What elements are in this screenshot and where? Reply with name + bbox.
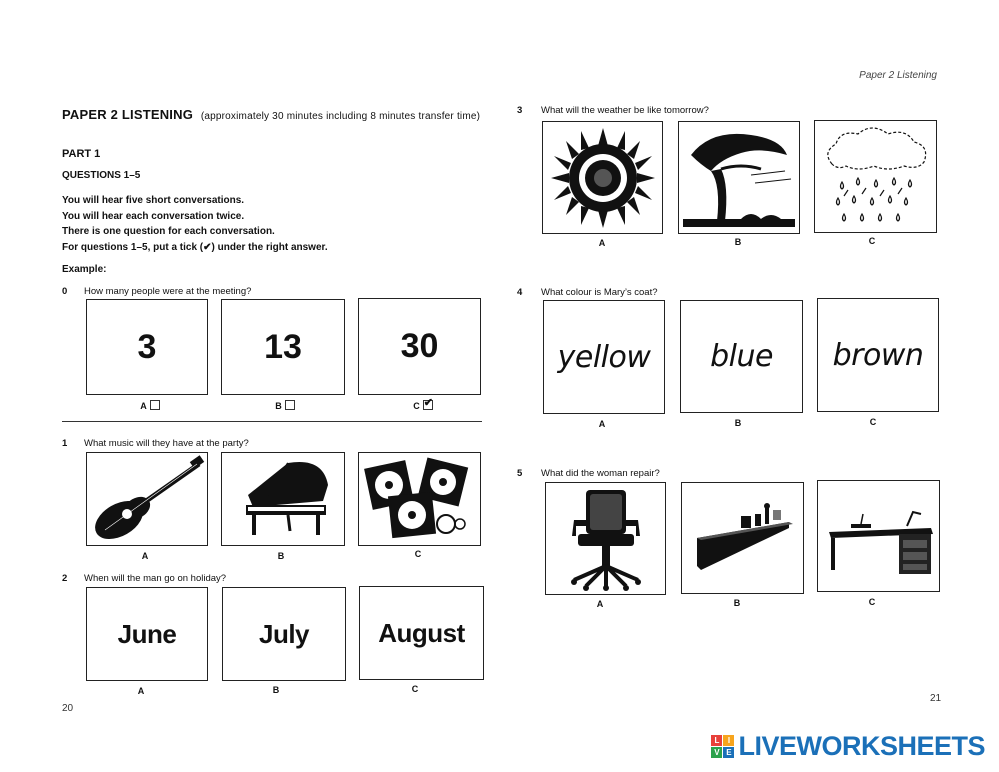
- answer-a[interactable]: A: [141, 551, 149, 561]
- title-sub: (approximately 30 minutes including 8 minutes transfer time): [200, 111, 481, 122]
- answer-b[interactable]: B: [734, 418, 742, 428]
- option-box-a[interactable]: [86, 452, 208, 546]
- option-box-b[interactable]: [678, 121, 800, 234]
- example-label: Example:: [62, 264, 107, 275]
- instruction-line: For questions 1–5, put a tick (✔) under the right answer.: [62, 241, 328, 253]
- shelf-icon: [685, 488, 801, 588]
- guitar-icon: [87, 454, 207, 544]
- divider: [62, 421, 482, 422]
- piano-icon: [228, 455, 338, 543]
- question-text: What colour is Mary’s coat?: [541, 287, 658, 298]
- office-chair-icon: [556, 486, 656, 592]
- page-title: [62, 107, 480, 122]
- question-number: 2: [62, 573, 68, 584]
- option-box-c[interactable]: [817, 480, 940, 592]
- option-box-c[interactable]: [358, 298, 481, 395]
- option-box-c[interactable]: [358, 452, 481, 546]
- option-box-c[interactable]: [817, 298, 939, 412]
- answer-c[interactable]: C: [869, 417, 877, 427]
- rain-cloud-icon: [818, 124, 934, 230]
- tick-mark: ✔: [423, 397, 433, 409]
- option-value: blue: [710, 339, 773, 374]
- checkbox-checked[interactable]: [423, 397, 433, 410]
- question-text: How many people were at the meeting?: [84, 286, 252, 297]
- option-box-b[interactable]: [681, 482, 804, 594]
- questions-range: QUESTIONS 1–5: [62, 170, 141, 181]
- option-value: 3: [137, 327, 157, 366]
- page-number-left: 20: [62, 703, 74, 714]
- answer-b[interactable]: B: [733, 598, 741, 608]
- answer-b[interactable]: B: [272, 685, 280, 695]
- option-value: June: [117, 618, 177, 649]
- question-text: When will the man go on holiday?: [84, 573, 227, 584]
- option-box-a[interactable]: [545, 482, 666, 595]
- option-box-b[interactable]: [222, 587, 346, 681]
- question-text: What music will they have at the party?: [84, 438, 249, 449]
- title-main: PAPER 2 LISTENING: [62, 107, 194, 122]
- question-number: 5: [517, 468, 523, 479]
- cds-icon: [360, 454, 480, 544]
- instruction-line: You will hear each conversation twice.: [62, 210, 245, 222]
- checkbox[interactable]: [150, 400, 160, 410]
- option-box-a[interactable]: [543, 300, 665, 414]
- desk-icon: [821, 486, 937, 586]
- question-number: 3: [517, 105, 523, 116]
- logo-grid-icon: L I V E: [711, 735, 734, 758]
- checkbox[interactable]: [285, 400, 295, 410]
- instructions: [62, 193, 328, 255]
- question-number: 0: [62, 286, 68, 297]
- option-box-a[interactable]: [86, 299, 208, 395]
- logo-text: LIVEWORKSHEETS: [738, 731, 985, 761]
- option-box-b[interactable]: [221, 452, 345, 546]
- option-value: 13: [264, 327, 302, 366]
- option-value: brown: [832, 337, 924, 373]
- answer-b[interactable]: B: [277, 551, 285, 561]
- option-box-a[interactable]: [542, 121, 663, 234]
- answer-c[interactable]: C: [868, 236, 876, 246]
- windy-tree-icon: [681, 125, 797, 231]
- option-value: 30: [400, 327, 439, 365]
- sun-icon: [548, 126, 658, 230]
- question-text: What did the woman repair?: [541, 468, 660, 479]
- liveworksheets-logo: [711, 731, 985, 762]
- option-box-b[interactable]: [680, 300, 803, 413]
- question-number: 1: [62, 438, 68, 449]
- option-value: yellow: [557, 339, 651, 375]
- option-box-c[interactable]: [814, 120, 937, 233]
- running-head: Paper 2 Listening: [859, 70, 937, 81]
- answer-c[interactable]: C: [411, 684, 419, 694]
- answer-a[interactable]: A: [137, 686, 145, 696]
- answer-c[interactable]: C: [868, 597, 876, 607]
- instruction-line: You will hear five short conversations.: [62, 195, 245, 206]
- answer-c[interactable]: C: [414, 549, 422, 559]
- answer-a[interactable]: A: [135, 400, 165, 411]
- answer-c[interactable]: C ✔: [413, 397, 433, 411]
- answer-a[interactable]: A: [596, 599, 604, 609]
- answer-b[interactable]: B: [734, 237, 742, 247]
- option-box-a[interactable]: [86, 587, 208, 681]
- option-box-b[interactable]: [221, 299, 345, 395]
- instruction-line: There is one question for each conversation.: [62, 226, 275, 237]
- answer-a[interactable]: A: [598, 419, 606, 429]
- answer-b[interactable]: B: [270, 400, 300, 411]
- question-text: What will the weather be like tomorrow?: [541, 105, 709, 116]
- page-number-right: 21: [930, 693, 942, 704]
- answer-a[interactable]: A: [598, 238, 606, 248]
- option-value: July: [258, 618, 310, 649]
- part-heading: PART 1: [62, 148, 101, 160]
- question-number: 4: [517, 287, 523, 298]
- option-box-c[interactable]: [359, 586, 484, 680]
- option-value: August: [378, 617, 465, 648]
